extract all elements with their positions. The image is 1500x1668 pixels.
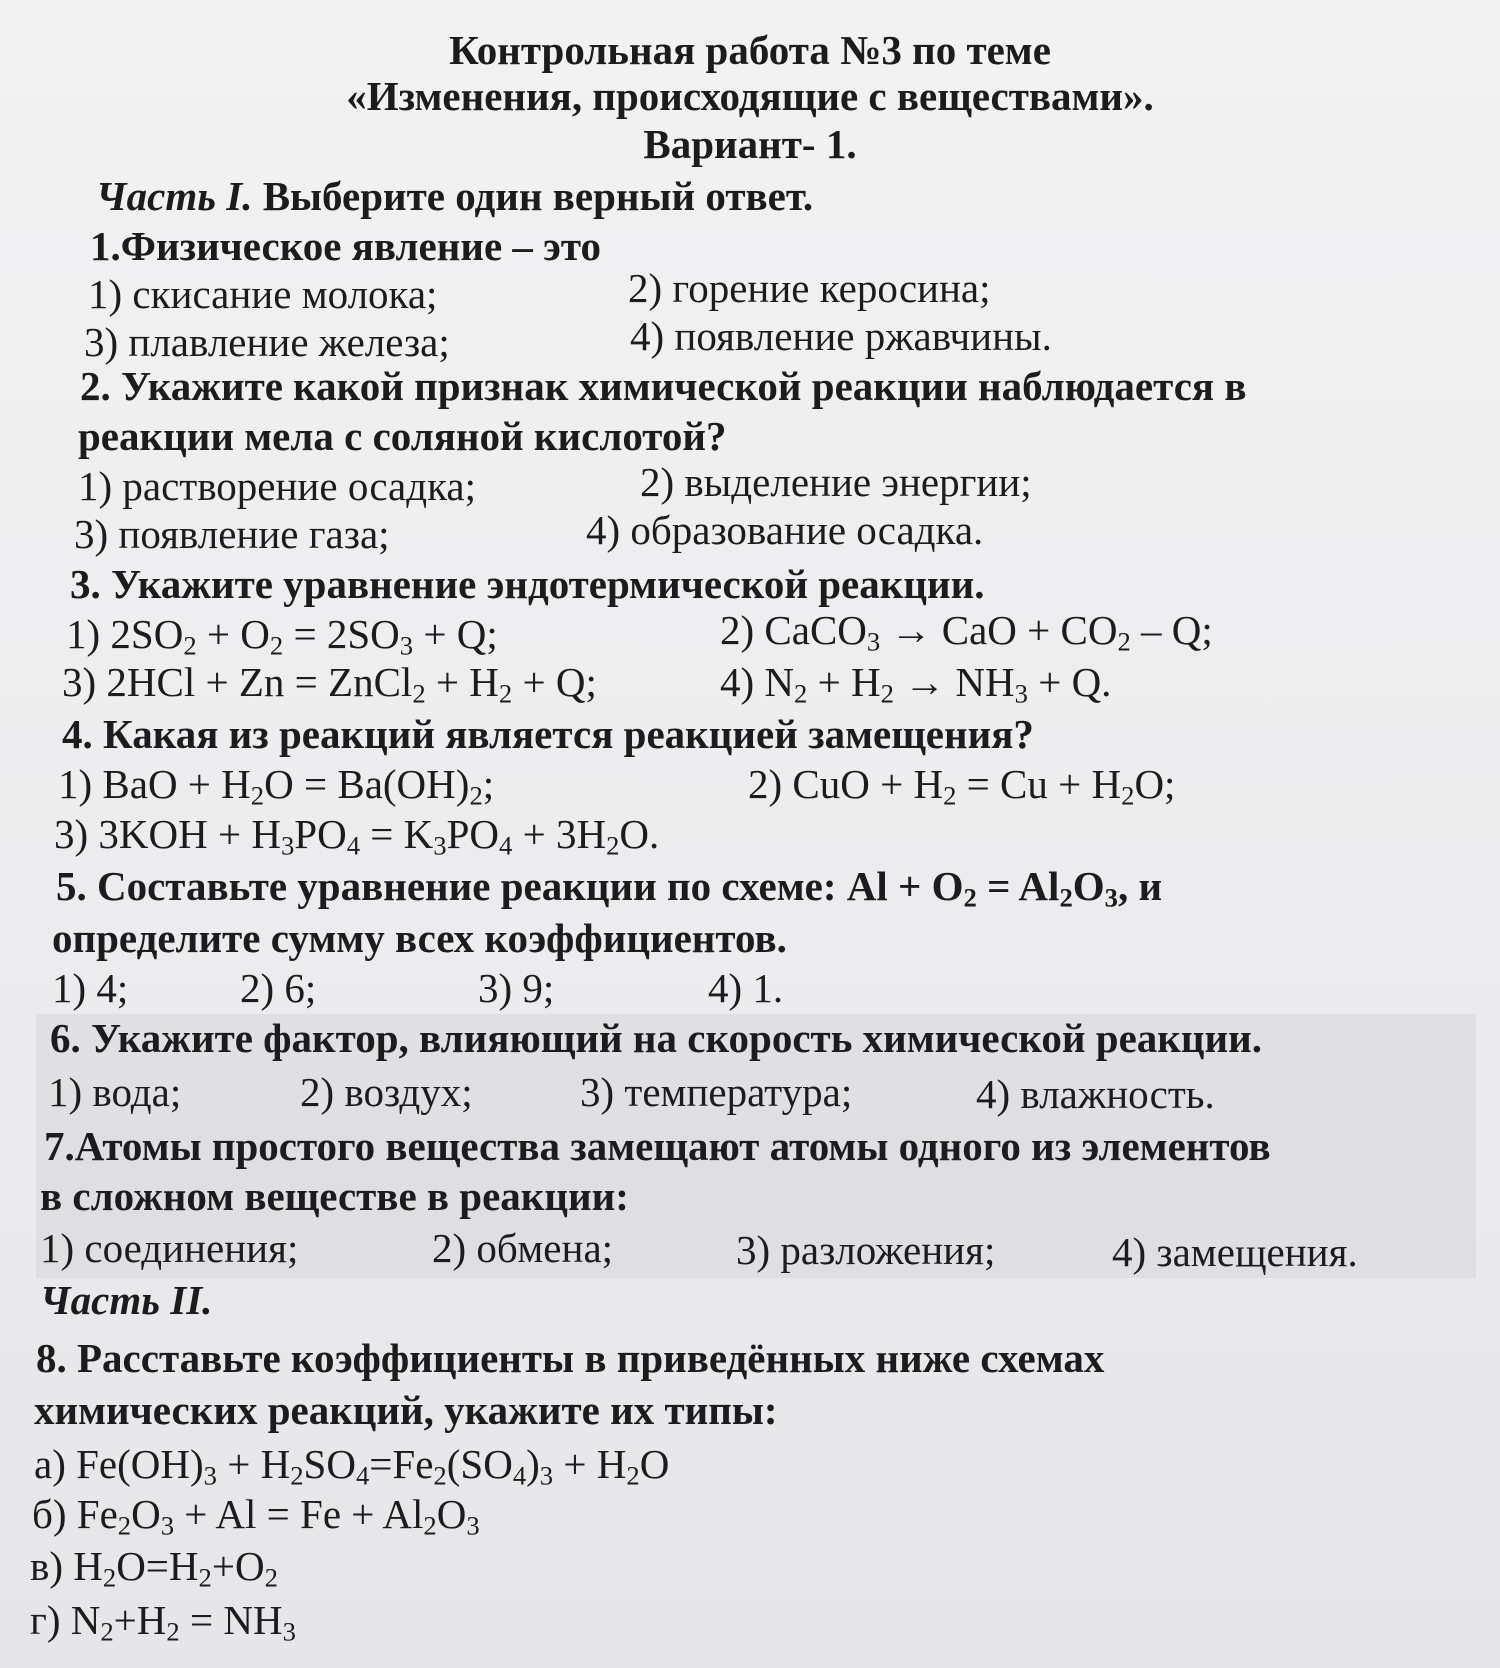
q4-o2-part: 2) CuO + H [748, 761, 944, 807]
q8-a-sub: 2 [433, 1460, 447, 1491]
q1-text: 1.Физическое явление – это [90, 223, 601, 269]
q5-sub: 3 [1104, 882, 1118, 913]
q8-b-sub: 2 [117, 1510, 132, 1541]
q4-option-3 [54, 810, 660, 861]
q6-option-1: 1) вода; [48, 1069, 182, 1115]
q8-d-part: +H [113, 1597, 167, 1643]
q5-part: 5. Составьте уравнение реакции по схеме: Al + O [56, 863, 964, 909]
q8-a-part: ) [526, 1441, 540, 1487]
q8-c-sub: 2 [198, 1562, 212, 1593]
q8-a-part: =Fe [369, 1441, 434, 1487]
q8-a-part: а) Fe(OH) [34, 1441, 204, 1487]
q4-o3-part: O. [619, 811, 660, 857]
q8-b-sub: 2 [423, 1510, 437, 1541]
q8-c-part: +O [211, 1543, 265, 1589]
q8-b-part: + Al = Fe + Al [174, 1491, 424, 1537]
q8-b-part: б) Fe [32, 1491, 118, 1537]
q3-o1-part: + O [196, 611, 270, 657]
q4-o3-part: PO [294, 811, 347, 857]
q3-o4-part: 4) N [720, 659, 795, 705]
part1-heading [96, 172, 813, 220]
q4-o2-sub: 2 [1121, 780, 1135, 811]
q8-d-sub: 3 [282, 1616, 296, 1647]
q3-o3-sub: 2 [412, 678, 426, 709]
q4-o1-sub: 2 [469, 780, 483, 811]
q3-o1-part: 1) 2SO [66, 611, 184, 657]
q5-text-line-2: определите сумму всех коэффициентов. [52, 915, 787, 961]
q5-part: , и [1118, 863, 1163, 909]
q5-option-3: 3) 9; [478, 965, 555, 1011]
q4-o3-part: = K [360, 811, 434, 857]
q8-d-part: г) N [30, 1597, 101, 1643]
q8-b-part: O [436, 1491, 467, 1537]
q7-text-line-1: 7.Атомы простого вещества замещают атомы одного из элементов [44, 1123, 1271, 1169]
q3-o3-part: + H [425, 659, 499, 705]
q4-o2-part: O; [1134, 761, 1176, 807]
q4-option-1 [58, 760, 495, 811]
q7-option-3: 3) разложения; [736, 1227, 996, 1273]
q3-option-4 [720, 658, 1112, 709]
q4-text: 4. Какая из реакций является реакцией замещения? [62, 711, 1034, 757]
q8-c-part: O=H [116, 1543, 199, 1589]
q3-o1-sub: 2 [269, 630, 284, 661]
q6-option-3: 3) температура; [580, 1069, 853, 1115]
q8-scheme-b [32, 1490, 480, 1541]
q8-scheme-c [30, 1542, 278, 1593]
q6-text: 6. Укажите фактор, влияющий на скорость химической реакции. [50, 1015, 1263, 1061]
q7-option-2: 2) обмена; [432, 1225, 614, 1271]
q8-a-sub: 3 [539, 1460, 554, 1491]
q4-o3-sub: 3 [433, 830, 447, 861]
q8-d-part: = NH [179, 1597, 283, 1643]
q8-b-part: O [131, 1491, 161, 1537]
q3-o1-sub: 2 [183, 630, 197, 661]
q8-d-sub: 2 [166, 1616, 180, 1647]
q6-option-2: 2) воздух; [300, 1069, 473, 1115]
q2-option-4: 4) образование осадка. [586, 507, 984, 553]
q8-a-part: O [639, 1441, 670, 1487]
q8-a-part: + H [553, 1441, 627, 1487]
q3-o2-part: → CaO + CO [880, 607, 1118, 653]
q4-o3-part: PO [446, 811, 500, 857]
q8-a-sub: 3 [203, 1460, 217, 1491]
q8-text-line-1: 8. Расставьте коэффициенты в приведённых ниже схемах [36, 1335, 1105, 1381]
q8-a-part: + H [216, 1441, 291, 1487]
q8-d-sub: 2 [100, 1616, 114, 1647]
q3-o4-sub: 2 [794, 678, 808, 709]
q3-o1-sub: 3 [399, 630, 414, 661]
q7-option-4: 4) замещения. [1112, 1229, 1358, 1275]
q5-option-1: 1) 4; [52, 965, 129, 1011]
q8-b-sub: 3 [160, 1510, 175, 1541]
q1-option-1: 1) скисание молока; [88, 271, 438, 317]
q2-text-line-2: реакции мела с соляной кислотой? [78, 413, 727, 459]
q4-o3-part: 3) 3KOH + H [54, 811, 281, 857]
q8-a-sub: 4 [355, 1460, 370, 1491]
q2-option-3: 3) появление газа; [74, 511, 390, 557]
q6-option-4: 4) влажность. [976, 1071, 1215, 1117]
q8-a-part: SO [303, 1441, 356, 1487]
title-line-2: «Изменения, происходящие с веществами». [346, 73, 1154, 119]
q3-text: 3. Укажите уравнение эндотермической реакции. [70, 561, 985, 607]
q3-o3-part: 3) 2HCl + Zn = ZnCl [62, 659, 413, 705]
q4-o2-part: = Cu + H [956, 761, 1122, 807]
q4-o1-part: O = Ba(OH) [264, 761, 470, 807]
q5-option-4: 4) 1. [708, 965, 784, 1011]
q8-c-sub: 2 [264, 1562, 278, 1593]
q8-scheme-a [34, 1440, 670, 1491]
q4-o3-sub: 3 [280, 830, 295, 861]
q8-scheme-d [30, 1596, 296, 1647]
q4-o3-part: + 3H [512, 811, 607, 857]
q1-option-2: 2) горение керосина; [628, 265, 991, 311]
q3-o4-part: → NH [893, 659, 1015, 705]
q4-o1-part: ; [482, 761, 495, 807]
q3-o3-part: + Q; [512, 659, 597, 705]
q7-option-1: 1) соединения; [40, 1225, 299, 1271]
q3-o2-part: – Q; [1130, 607, 1213, 653]
q3-o3-sub: 2 [498, 678, 513, 709]
q8-a-sub: 2 [290, 1460, 304, 1491]
q5-part: = Al [976, 863, 1060, 909]
q8-c-part: в) H [30, 1543, 103, 1589]
q3-o1-part: + Q; [413, 611, 498, 657]
q4-option-2 [748, 760, 1176, 811]
part1-label: Часть I. [96, 173, 253, 219]
q3-o2-sub: 2 [1117, 626, 1131, 657]
q5-option-2: 2) 6; [240, 965, 317, 1011]
q7-text-line-2: в сложном веществе в реакции: [40, 1173, 629, 1219]
q3-option-3 [62, 658, 597, 709]
q2-text-line-1: 2. Укажите какой признак химической реакции наблюдается в [80, 363, 1247, 409]
variant-label: Вариант- 1. [643, 121, 857, 167]
q3-o1-part: = 2SO [283, 611, 400, 657]
q1-option-3: 3) плавление железа; [84, 319, 450, 365]
q3-o4-sub: 2 [880, 678, 894, 709]
q8-a-sub: 2 [626, 1460, 640, 1491]
q8-a-sub: 4 [512, 1460, 527, 1491]
q3-o4-part: + Q. [1027, 659, 1112, 705]
q8-a-part: (SO [446, 1441, 513, 1487]
q8-b-sub: 3 [466, 1510, 480, 1541]
q3-o4-sub: 3 [1014, 678, 1028, 709]
q4-o2-sub: 2 [943, 780, 957, 811]
q4-o3-sub: 2 [606, 830, 620, 861]
part1-instruction: Выберите один верный ответ. [262, 173, 814, 219]
q3-option-2 [720, 606, 1213, 657]
q3-o2-sub: 3 [866, 626, 881, 657]
q3-o4-part: + H [807, 659, 881, 705]
q2-option-1: 1) растворение осадка; [78, 463, 476, 509]
q2-option-2: 2) выделение энергии; [640, 459, 1032, 505]
q3-option-1 [66, 610, 498, 661]
q5-part: O [1072, 863, 1105, 909]
part2-label: Часть II. [40, 1277, 213, 1323]
q1-option-4: 4) появление ржавчины. [630, 313, 1052, 359]
q4-o3-sub: 4 [499, 830, 513, 861]
q5-sub: 2 [963, 882, 977, 913]
q5-sub: 2 [1059, 882, 1073, 913]
q4-o1-part: 1) BaO + H [58, 761, 251, 807]
q5-text-line-1 [56, 862, 1163, 913]
q4-o1-sub: 2 [250, 780, 265, 811]
q3-o2-part: 2) CaCO [720, 607, 867, 653]
q8-c-sub: 2 [102, 1562, 117, 1593]
q4-o3-sub: 4 [346, 830, 361, 861]
title-line-1: Контрольная работа №3 по теме [449, 27, 1051, 73]
q8-text-line-2: химических реакций, укажите их типы: [34, 1387, 778, 1433]
